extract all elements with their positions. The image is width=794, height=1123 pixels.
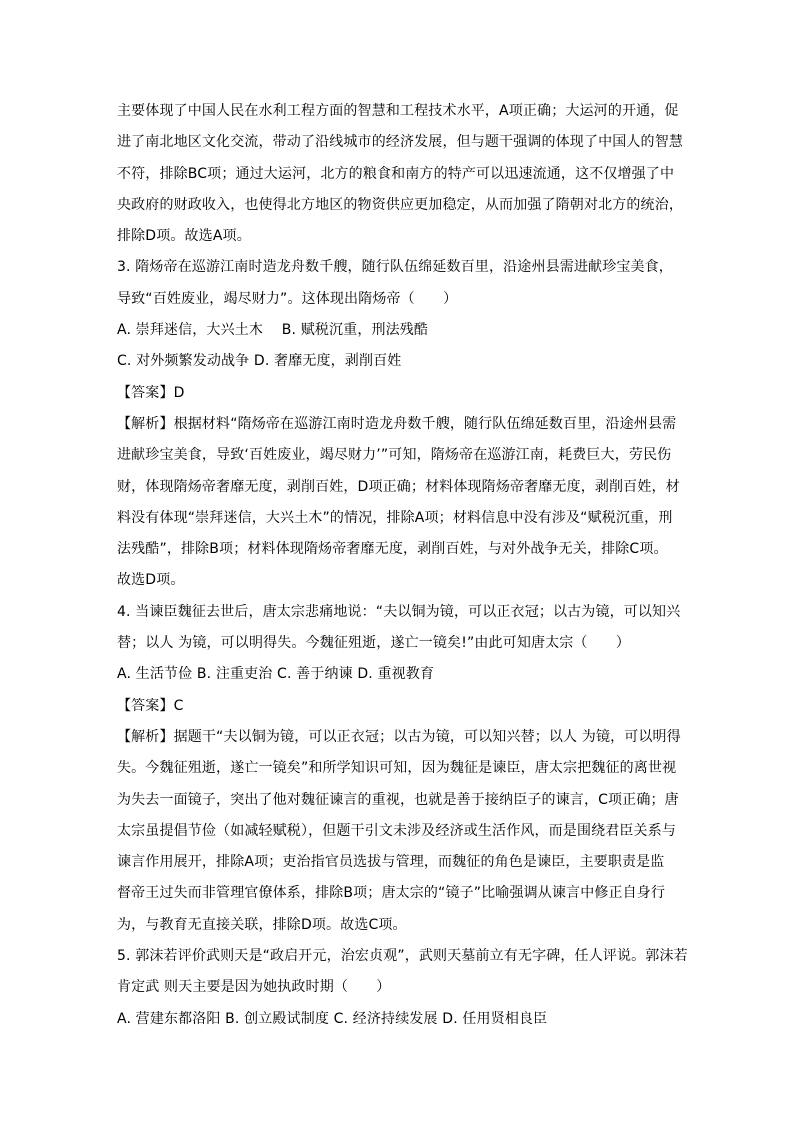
question-4-analysis: 失。今魏征殂逝，遂亡一镜矣”和所学知识可知，因为魏征是谏臣，唐太宗把魏征的离世视 [117, 760, 677, 777]
text-line: 央政府的财政收入，也使得北方地区的物资供应更加稳定，从而加强了隋朝对北方的统治， [117, 196, 683, 213]
question-4-analysis: 为，与教育无直接关联，排除D项。故选C项。 [117, 916, 407, 933]
question-3-analysis: 法残酷”，排除B项；材料体现隋炀帝奢靡无度，剥削百姓，与对外战争无关，排除C项。 [117, 541, 668, 558]
question-4-answer: 【答案】C [117, 697, 184, 714]
question-4-stem: 替；以人 为镜，可以明得失。今魏征殂逝，遂亡一镜矣!”由此可知唐太宗（ ） [117, 635, 631, 652]
document-body [117, 96, 688, 1035]
text-line: 进了南北地区文化交流，带动了沿线城市的经济发展，但与题干强调的体现了中国人的智慧 [117, 134, 683, 151]
question-4-analysis: 为失去一面镜子，突出了他对魏征谏言的重视，也就是善于接纳臣子的谏言，C项正确；唐 [117, 791, 679, 808]
text-line: 主要体现了中国人民在水利工程方面的智慧和工程技术水平，A项正确；大运河的开通，促 [117, 103, 679, 119]
question-4-analysis: 【解析】据题干“夫以铜为镜，可以正衣冠；以古为镜，可以知兴替；以人 为镜，可以明得 [117, 728, 681, 745]
question-3-stem: 导致“百姓废业，竭尽财力”。这体现出隋炀帝（ ） [117, 290, 458, 307]
question-5-options: A. 营建东都洛阳 B. 创立殿试制度 C. 经济持续发展 D. 任用贤相良臣 [117, 1010, 548, 1027]
question-3-answer: 【答案】D [117, 384, 185, 401]
question-3-analysis: 料没有体现“崇拜迷信，大兴土木”的情况，排除A项；材料信息中没有涉及“赋税沉重，刑 [117, 509, 673, 526]
question-4-analysis: 太宗虽提倡节俭（如减轻赋税），但题干引文未涉及经济或生活作风，而是围绕君臣关系与 [117, 822, 676, 839]
question-4-stem: 4. 当谏臣魏征去世后，唐太宗悲痛地说：“夫以铜为镜，可以正衣冠；以古为镜，可以知兴 [117, 603, 681, 620]
question-3-options: C. 对外频繁发动战争 D. 奢靡无度，剥削百姓 [117, 353, 402, 370]
question-3-options: A. 崇拜迷信，大兴土木 B. 赋税沉重，刑法残酷 [117, 322, 429, 339]
text-line: 排除D项。故选A项。 [117, 228, 251, 245]
question-3-analysis: 财，体现隋炀帝奢靡无度，剥削百姓，D项正确；材料体现隋炀帝奢靡无度，剥削百姓，材 [117, 478, 680, 495]
question-3-analysis: 【解析】根据材料“隋炀帝在巡游江南时造龙舟数千艘，随行队伍绵延数百里，沿途州县需 [117, 415, 677, 432]
question-5-stem: 5. 郭沫若评价武则天是“政启开元，治宏贞观”，武则天墓前立有无字碑，任人评说。郭沫若 [117, 948, 688, 965]
question-4-analysis: 督帝王过失而非管理官僚体系，排除B项；唐太宗的“镜子”比喻强调从谏言中修正自身行 [117, 885, 666, 902]
question-4-analysis: 谏言作用展开，排除A项；吏治指官员选拔与管理，而魏征的角色是谏臣，主要职责是监 [117, 854, 665, 871]
question-3-analysis: 故选D项。 [117, 572, 185, 589]
question-3-analysis: 进献珍宝美食，导致‘百姓废业，竭尽财力’”可知，隋炀帝在巡游江南，耗费巨大，劳民伤 [117, 447, 672, 464]
question-4-options: A. 生活节俭 B. 注重吏治 C. 善于纳谏 D. 重视教育 [117, 666, 435, 683]
text-line: 不符，排除BC项；通过大运河，北方的粮食和南方的特产可以迅速流通，这不仅增强了中 [117, 165, 675, 182]
question-5-stem: 肯定武 则天主要是因为她执政时期（ ） [117, 979, 391, 996]
question-3-stem: 3. 隋炀帝在巡游江南时造龙舟数千艘，随行队伍绵延数百里，沿途州县需进献珍宝美食， [117, 259, 673, 276]
